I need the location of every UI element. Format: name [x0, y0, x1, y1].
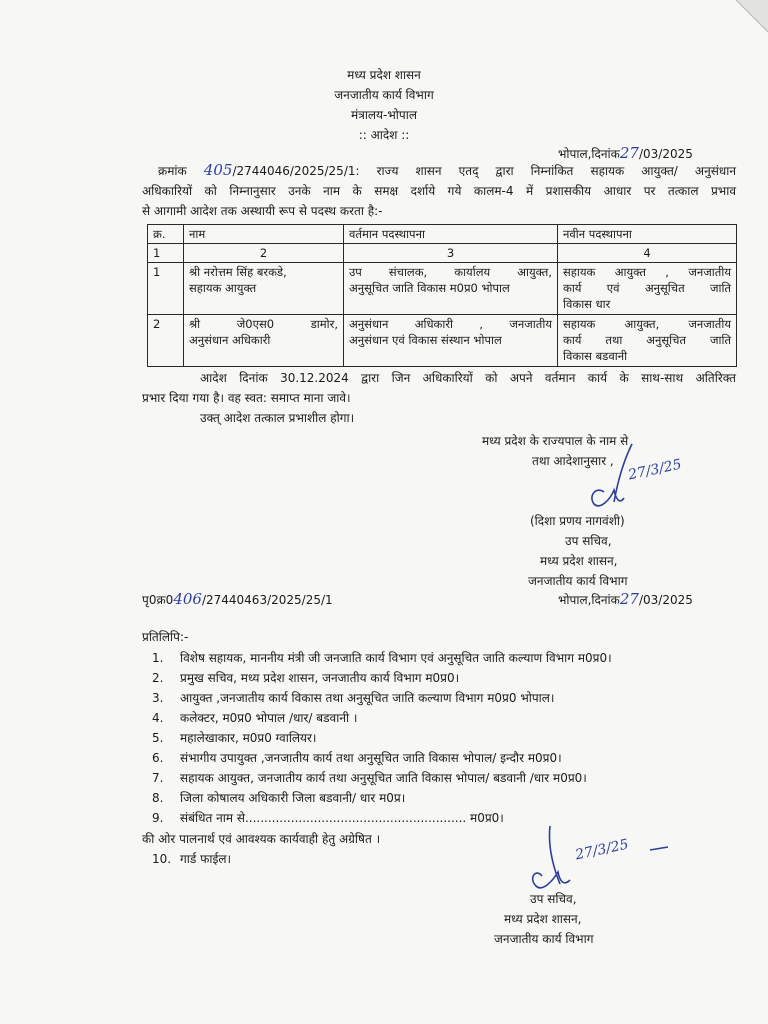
row-new-posting: सहायक आयुक्त , जनजातीय कार्य एवं अनुसूचित जाति विकास धार	[558, 263, 737, 315]
col-header-current: वर्तमान पदस्थापना	[344, 225, 558, 244]
row-current-posting: उप संचालक, कार्यालय आयुक्त, अनुसूचित जाति विकास म0प्र0 भोपाल	[344, 263, 558, 315]
header-order-title: :: आदेश ::	[358, 128, 410, 142]
colnum-2: 2	[184, 244, 344, 263]
signatory-office2: जनजातीय कार्य विभाग	[528, 574, 628, 588]
row-new-posting: सहायक आयुक्त, जनजातीय कार्य तथा अनुसूचित जाति विकास बडवानी	[558, 315, 737, 367]
endorsement-ref: पृ0क्र0406/27440463/2025/25/1	[142, 590, 333, 608]
note-line1: आदेश दिनांक 30.12.2024 द्वारा जिन अधिकारियों को अपने वर्तमान कार्य के साथ-साथ अतिरिक्त	[200, 371, 736, 385]
handwritten-ref-number: 405	[203, 161, 233, 179]
table-colnum-row	[148, 244, 737, 263]
handwritten-date-day: 27	[619, 144, 639, 162]
signatory2-designation: उप सचिव,	[530, 892, 577, 906]
list-item: 5. महालेखाकार, म0प्र0 ग्वालियर।	[152, 731, 317, 745]
list-item: 8. जिला कोषालय अधिकारी जिला बडवानी/ धार म0प्र।	[152, 791, 406, 805]
row-sno: 2	[148, 315, 184, 367]
header-department: जनजातीय कार्य विभाग	[334, 88, 434, 102]
governor-order-line2: तथा आदेशानुसार ,	[532, 454, 614, 468]
header-ministry: मंत्रालय-भोपाल	[351, 108, 417, 122]
row-sno: 1	[148, 263, 184, 315]
forwarding-line: की ओर पालनार्थ एवं आवश्यक कार्यवाही हेतु अग्रेषित ।	[142, 832, 381, 846]
note-line2: प्रभार दिया गया है। वह स्वत: समाप्त माना जावे।	[142, 391, 351, 405]
endorsement-date: भोपाल,दिनांक27/03/2025	[558, 590, 693, 608]
row-name: श्री नरोत्तम सिंह बरकडे, सहायक आयुक्त	[184, 263, 344, 315]
signature-2-date: 27/3/25	[573, 836, 631, 864]
row-name: श्री जे0एस0 डामोर, अनुसंधान अधिकारी	[184, 315, 344, 367]
governor-order-line1: मध्य प्रदेश के राज्यपाल के नाम से	[482, 434, 629, 448]
col-header-sno: क्र.	[148, 225, 184, 244]
list-item: 7. सहायक आयुक्त, जनजातीय कार्य तथा अनुसूचित जाति विकास भोपाल/ बडवानी /धार म0प्र0।	[152, 771, 587, 785]
signatory2-office1: मध्य प्रदेश शासन,	[504, 912, 582, 926]
effective-statement: उक्त् आदेश तत्काल प्रभाशील होगा।	[200, 411, 355, 425]
list-item: 3. आयुक्त ,जनजातीय कार्य विकास तथा अनुसूचित जाति कल्याण विभाग म0प्र0 भोपाल।	[152, 691, 555, 705]
table-row	[148, 263, 737, 315]
col-header-new: नवीन पदस्थापना	[558, 225, 737, 244]
signatory-name: (दिशा प्रणय नागवंशी)	[530, 514, 625, 528]
list-item: 2. प्रमुख सचिव, मध्य प्रदेश शासन, जनजातीय कार्य विभाग म0प्र0।	[152, 671, 460, 685]
list-item: 6. संभागीय उपायुक्त ,जनजातीय कार्य तथा अनुसूचित जाति विकास भोपाल/ इन्दौर म0प्र0।	[152, 751, 562, 765]
order-paragraph-line1: क्रमांक 405/2744046/2025/25/1: राज्य शासन एतद् द्वारा निम्नांकित सहायक आयुक्त/ अनुसंधान	[158, 161, 736, 179]
colnum-4: 4	[558, 244, 737, 263]
list-item: 4. कलेक्टर, म0प्र0 भोपाल /धार/ बडवानी ।	[152, 711, 358, 725]
table-row	[148, 315, 737, 367]
handwritten-endorsement-number: 406	[173, 590, 202, 608]
list-item-guard-file: 10. गार्ड फाईल।	[152, 852, 232, 866]
handwritten-endorsement-day: 27	[619, 590, 639, 608]
colnum-3: 3	[344, 244, 558, 263]
header-state: मध्य प्रदेश शासन	[347, 68, 421, 82]
posting-table	[147, 224, 737, 367]
signatory-office1: मध्य प्रदेश शासन,	[540, 554, 618, 568]
signature-2	[530, 820, 670, 900]
list-item: 1. विशेष सहायक, माननीय मंत्री जी जनजाति कार्य विभाग एवं अनुसूचित जाति कल्याण विभाग म0प्र0।	[152, 651, 612, 665]
col-header-name: नाम	[184, 225, 344, 244]
colnum-1: 1	[148, 244, 184, 263]
list-item: 9. संबंधित नाम से.......................................................... म0प्र0।	[152, 811, 504, 825]
signatory2-office2: जनजातीय कार्य विभाग	[494, 932, 594, 946]
signatory-designation: उप सचिव,	[565, 534, 612, 548]
signature-1-date: 27/3/25	[626, 456, 684, 484]
signature-1	[560, 440, 690, 520]
order-paragraph-line3: से आगामी आदेश तक अस्थायी रूप से पदस्थ करता है:-	[142, 204, 383, 218]
table-header-row	[148, 225, 737, 244]
page-corner-fold	[728, 0, 768, 40]
order-paragraph-line2: अधिकारियों को निम्नानुसार उनके नाम के समक्ष दर्शाये गये कालम-4 में प्रशासकीय आधार पर तत्काल प्रभाव	[142, 184, 736, 198]
copy-heading: प्रतिलिपि:-	[142, 630, 189, 644]
order-date: भोपाल,दिनांक27/03/2025	[558, 144, 693, 162]
row-current-posting: अनुसंधान अधिकारी , जनजातीय अनुसंधान एवं विकास संस्थान भोपाल	[344, 315, 558, 367]
copy-list	[152, 648, 612, 828]
